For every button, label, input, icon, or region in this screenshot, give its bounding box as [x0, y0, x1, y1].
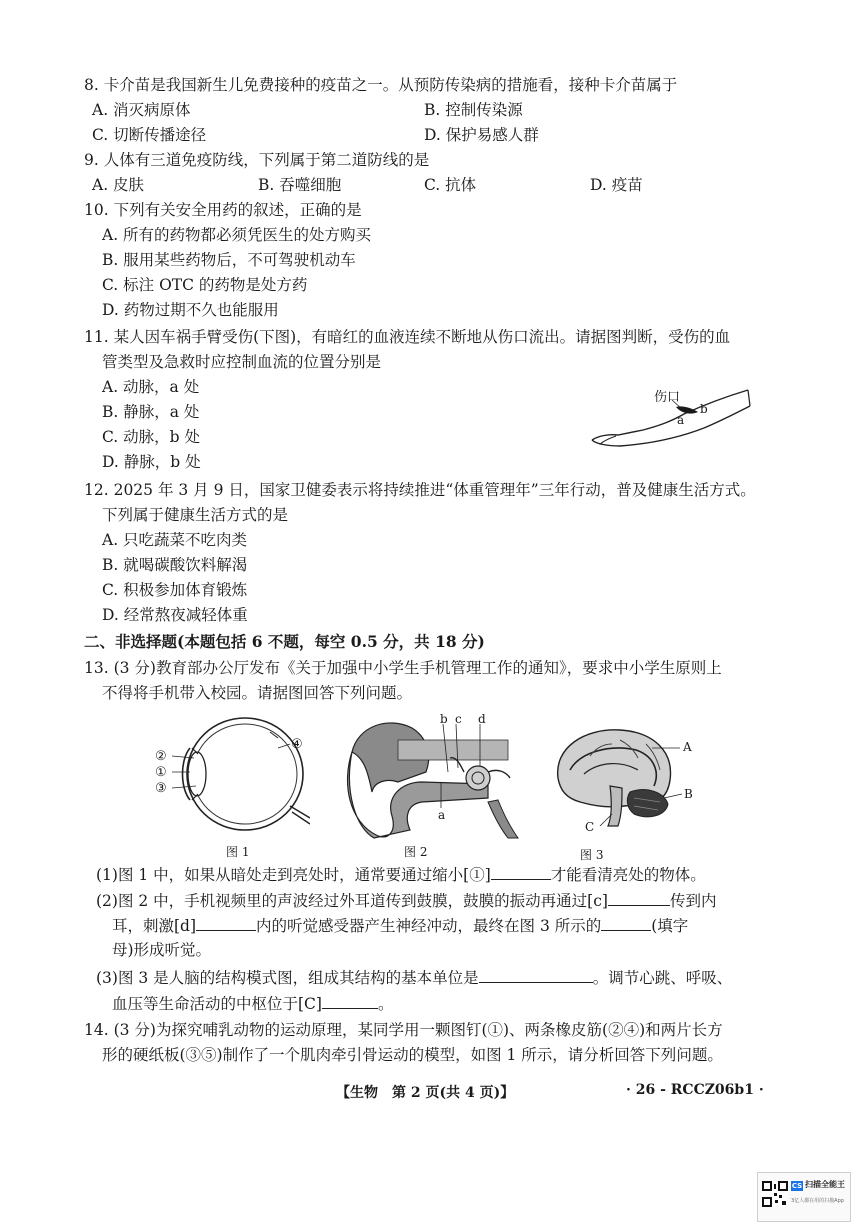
brain-label-c: C [585, 820, 595, 834]
q10-option-a: A. 所有的药物都必须凭医生的处方购买 [102, 226, 372, 244]
q10-option-c: C. 标注 OTC 的药物是处方药 [102, 276, 308, 294]
eye-label-1: ① [155, 765, 167, 780]
fig3-caption: 图 3 [580, 848, 604, 862]
q8-stem: 8. 卡介苗是我国新生儿免费接种的疫苗之一。从预防传染病的措施看，接种卡介苗属于 [84, 76, 678, 94]
answer-blank-1[interactable] [491, 863, 551, 880]
q13-stem-line2: 不得将手机带入校园。请据图回答下列问题。 [102, 684, 413, 702]
q12-stem-line2: 下列属于健康生活方式的是 [102, 506, 289, 524]
q12-stem-line1: 12. 2025 年 3 月 9 日，国家卫健委表示将持续推进“体重管理年”三年行动，普及健康生活方式。 [84, 481, 756, 499]
fig-label-b: b [700, 402, 708, 416]
q11-stem-line1: 11. 某人因车祸手臂受伤(下图)，有暗红的血液连续不断地从伤口流出。请据图判断，受伤的血 [84, 328, 731, 346]
q9-option-b: B. 吞噬细胞 [258, 176, 342, 194]
eye-label-3: ③ [155, 781, 167, 796]
q8-option-a: A. 消灭病原体 [92, 101, 191, 119]
fig1-caption: 图 1 [226, 845, 250, 859]
q13-part1: (1)图 1 中，如果从暗处走到亮处时，通常要通过缩小[①] 才能看清亮处的物体。 [96, 863, 706, 886]
q11-option-c: C. 动脉，b 处 [102, 428, 201, 446]
ear-label-a: a [438, 808, 446, 822]
q13-part2-line3: 母)形成听觉。 [112, 941, 212, 959]
fig2-caption: 图 2 [404, 845, 428, 859]
q11-option-b: B. 静脉，a 处 [102, 403, 200, 421]
q9-option-c: C. 抗体 [424, 176, 477, 194]
answer-blank-4[interactable] [601, 914, 651, 931]
q10-option-d: D. 药物过期不久也能服用 [102, 301, 279, 319]
answer-blank-3[interactable] [196, 914, 256, 931]
q9-option-d: D. 疫苗 [590, 176, 643, 194]
answer-blank-5[interactable] [479, 966, 593, 983]
ear-label-c: c [455, 712, 462, 726]
q13-part2-line2: 耳，刺激[d] 内的听觉感受器产生神经冲动，最终在图 3 所示的 (填字 [112, 914, 688, 937]
q9-stem: 9. 人体有三道免疫防线，下列属于第二道防线的是 [84, 151, 430, 169]
q10-stem: 10. 下列有关安全用药的叙述，正确的是 [84, 201, 362, 219]
q8-option-b: B. 控制传染源 [424, 101, 523, 119]
scanner-subtitle: 3亿人都在用的扫描App [791, 1198, 844, 1204]
q13-stem-line1: 13. (3 分)教育部办公厅发布《关于加强中小学生手机管理工作的通知》，要求中小学生原则上 [84, 659, 722, 677]
document-code: · 26 - RCCZ06b1 · [626, 1082, 764, 1098]
q11-stem-line2: 管类型及急救时应控制血流的位置分别是 [102, 353, 382, 371]
scanner-logo-icon: CS [791, 1182, 803, 1190]
eye-label-2: ② [155, 749, 167, 764]
brain-label-a: A [683, 740, 692, 754]
scanner-brand: 扫描全能王 [805, 1180, 845, 1189]
q14-stem-line1: 14. (3 分)为探究哺乳动物的运动原理，某同学用一颗图钉(①)、两条橡皮筋(②④)和两片长方 [84, 1021, 723, 1039]
ear-figure [338, 712, 528, 842]
fig-label-a: a [677, 413, 685, 427]
q8-option-d: D. 保护易感人群 [424, 126, 539, 144]
section-heading: 二、非选择题(本题包括 6 不题，每空 0.5 分，共 18 分) [84, 632, 485, 651]
q13-part3-line2: 血压等生命活动的中枢位于[C] 。 [112, 992, 393, 1015]
brain-label-b: B [684, 787, 693, 801]
eye-figure [150, 712, 310, 842]
ear-label-b: b [440, 712, 448, 726]
q9-option-a: A. 皮肤 [92, 176, 145, 194]
q12-option-a: A. 只吃蔬菜不吃肉类 [102, 531, 248, 549]
brain-figure [550, 722, 690, 842]
q13-part3-line1: (3)图 3 是人脑的结构模式图，组成其结构的基本单位是 。调节心跳、呼吸、 [96, 966, 732, 989]
q12-option-c: C. 积极参加体育锻炼 [102, 581, 248, 599]
q12-option-b: B. 就喝碳酸饮料解渴 [102, 556, 248, 574]
q10-option-b: B. 服用某些药物后，不可驾驶机动车 [102, 251, 356, 269]
q11-option-d: D. 静脉，b 处 [102, 453, 201, 471]
q12-option-d: D. 经常熬夜减轻体重 [102, 606, 248, 624]
answer-blank-2[interactable] [608, 889, 670, 906]
scanner-stamp [757, 1172, 851, 1222]
ear-label-d: d [478, 712, 486, 726]
fig-wound-label: 伤口 [654, 390, 681, 405]
page-footer: 【生物 第 2 页(共 4 页)】 [336, 1085, 515, 1101]
q11-option-a: A. 动脉，a 处 [102, 378, 200, 396]
answer-blank-6[interactable] [322, 992, 378, 1009]
qr-code-icon [762, 1181, 788, 1207]
q8-option-c: C. 切断传播途径 [92, 126, 207, 144]
eye-label-4: ④ [291, 737, 303, 752]
q13-part2-line1: (2)图 2 中，手机视频里的声波经过外耳道传到鼓膜，鼓膜的振动再通过[c] 传到内 [96, 889, 716, 912]
q14-stem-line2: 形的硬纸板(③⑤)制作了一个肌肉牵引骨运动的模型，如图 1 所示，请分析回答下列问题。 [102, 1046, 723, 1064]
